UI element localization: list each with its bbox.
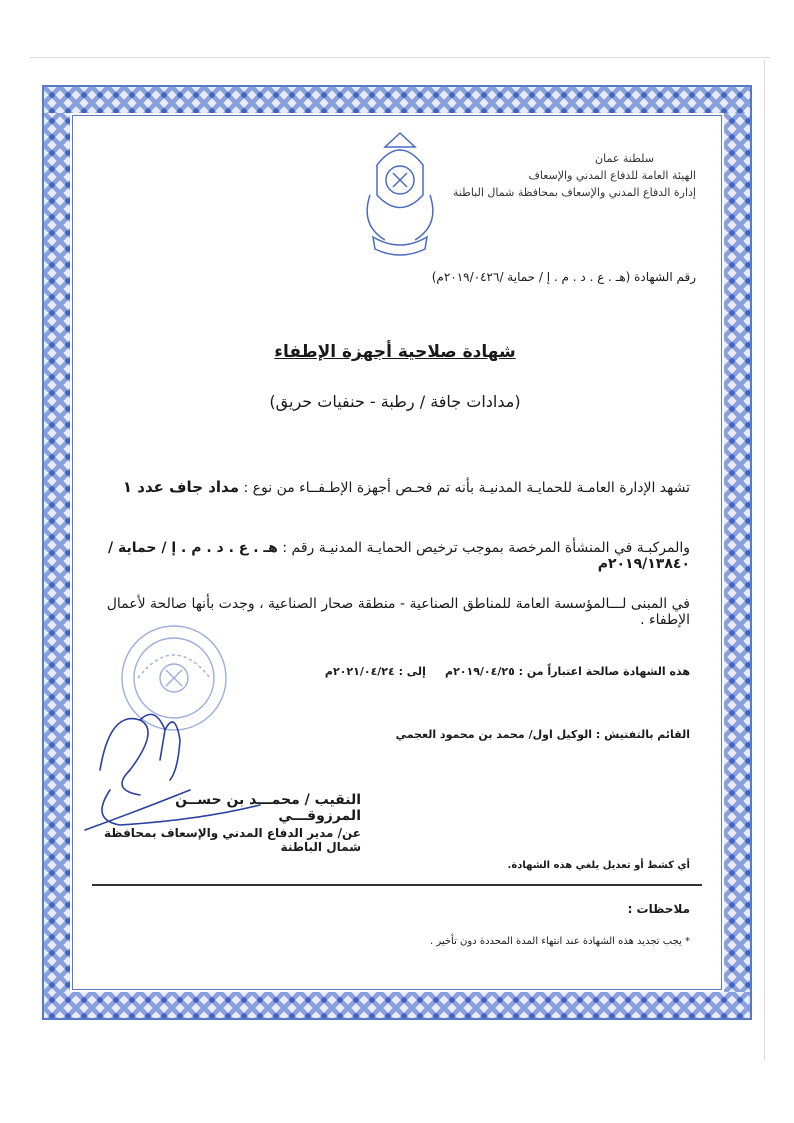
header-authority: الهيئة العامة للدفاع المدني والإسعاف <box>528 169 696 182</box>
certificate-number: رقم الشهادة (هـ . ع . د . م . إ / حماية /٢٠١٩/٠٤٢٦م) <box>431 270 696 284</box>
notes-divider <box>92 884 702 886</box>
border-band-top <box>44 87 750 113</box>
validity-line <box>170 665 690 678</box>
border-band-right <box>724 113 750 992</box>
certificate-subtitle: (مدادات جافة / رطبة - حنفيات حريق) <box>269 392 521 411</box>
bullet-icon: * <box>681 936 690 947</box>
certificate-title: شهادة صلاحية أجهزة الإطفاء <box>274 342 516 362</box>
notes-item-1 <box>290 936 690 947</box>
header-country: سلطنة عمان <box>595 152 654 165</box>
scan-top-line <box>30 57 770 58</box>
extinguisher-type: مداد جاف عدد ١ <box>122 478 240 496</box>
validity-to-label: إلى : <box>398 665 426 678</box>
inspector-line: القائم بالتفتيش : الوكيل اول/ محمد بن محمود العجمي <box>395 728 690 741</box>
scan-right-line <box>764 60 765 1060</box>
signatory-name: النقيب / محمـــد بن حســن المرزوقـــي <box>175 792 361 824</box>
notes-heading: ملاحظات : <box>627 902 690 916</box>
border-band-bottom <box>44 992 750 1018</box>
signatory-role: عن/ مدير الدفاع المدني والإسعاف بمحافظة شمال الباطنة <box>103 826 361 854</box>
body-line-2-text: والمركبـة في المنشأة المرخصة بموجب ترخيص الحمايـة المدنيـة رقم : <box>282 540 690 556</box>
validity-to-date: ٢٠٢١/٠٤/٢٤م <box>324 665 395 678</box>
header-directorate: إدارة الدفاع المدني والإسعاف بمحافظة شمال الباطنة <box>452 186 696 199</box>
emblem-icon <box>355 125 445 265</box>
body-line-2 <box>90 540 690 572</box>
border-band-left <box>44 113 70 992</box>
validity-from-label: هذه الشهادة صالحة اعتباراً من : <box>518 665 690 678</box>
body-line-1-text: تشهد الإدارة العامـة للحمايـة المدنيـة بأنه تم فحـص أجهزة الإطـفــاء من نوع : <box>243 480 690 496</box>
notes-item-1-text: يجب تجديد هذه الشهادة عند انتهاء المدة المحددة دون تأخير . <box>429 936 682 947</box>
body-line-1 <box>90 478 690 496</box>
cancellation-note: أي كشط أو تعديل يلغي هذه الشهادة. <box>507 860 690 871</box>
validity-from-date: ٢٠١٩/٠٤/٢٥م <box>445 665 515 678</box>
header-block <box>436 150 696 201</box>
body-line-3: في المبنى لـــالمؤسسة العامة للمناطق الصناعية - منطقة صحار الصناعية ، وجدت بأنها صالحة لأعمال الإطفاء . <box>106 596 690 628</box>
license-number: هـ . ع . د . م . إ / حماية / ٢٠١٩/١٣٨٤٠م <box>108 540 690 572</box>
